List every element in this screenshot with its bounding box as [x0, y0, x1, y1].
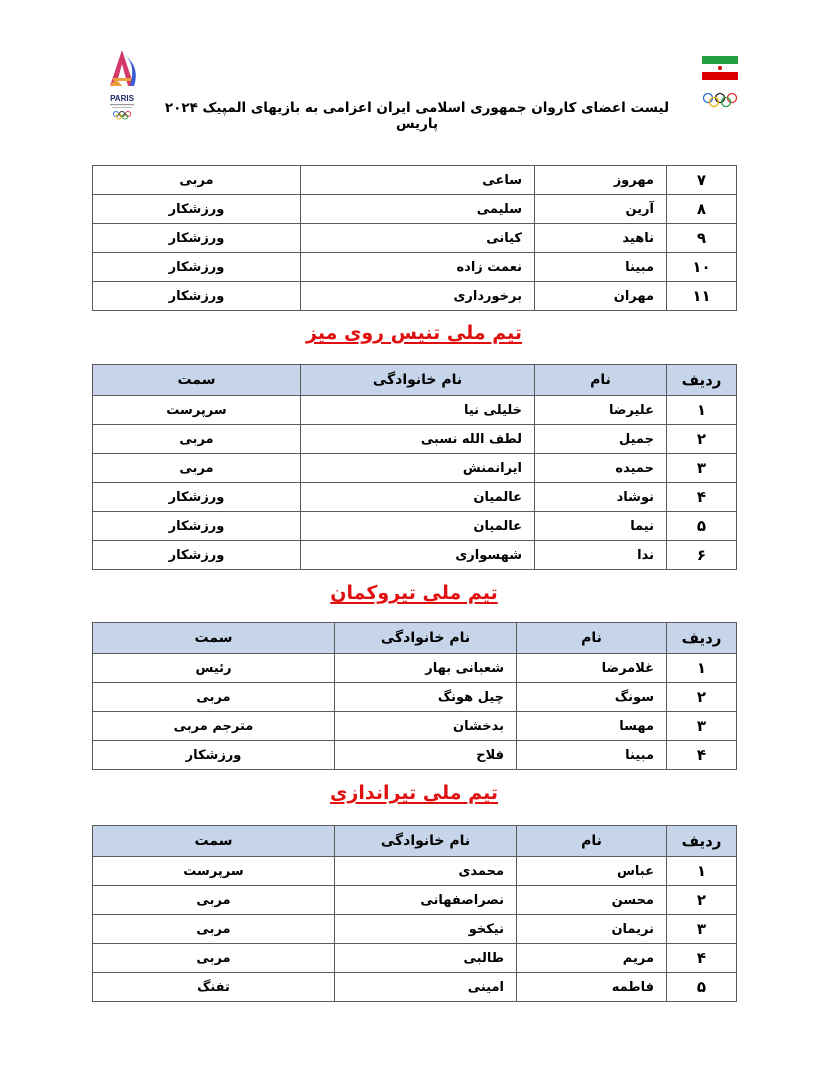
role-cell: مربی — [93, 454, 301, 483]
first-name-cell: فاطمه — [517, 973, 667, 1002]
archery-roster-table — [92, 622, 737, 770]
paris-2024-emblem-icon — [96, 46, 148, 120]
row-number-cell: ۸ — [667, 195, 737, 224]
first-name-cell: عباس — [517, 857, 667, 886]
table-row — [93, 483, 737, 512]
first-name-cell: آرین — [535, 195, 667, 224]
table-row — [93, 282, 737, 311]
last-name-cell: کیانی — [301, 224, 535, 253]
row-number-cell: ۳ — [667, 712, 737, 741]
last-name-cell: ساعی — [301, 166, 535, 195]
row-number-cell: ۵ — [667, 973, 737, 1002]
last-name-cell: محمدی — [335, 857, 517, 886]
role-cell: مربی — [93, 886, 335, 915]
role-cell: ورزشکار — [93, 282, 301, 311]
row-number-cell: ۱۰ — [667, 253, 737, 282]
first-name-cell: مبینا — [517, 741, 667, 770]
row-number-cell: ۴ — [667, 944, 737, 973]
first-name-cell: نوشاد — [535, 483, 667, 512]
row-number-cell: ۲ — [667, 683, 737, 712]
role-cell: تفنگ — [93, 973, 335, 1002]
column-header-num: ردیف — [667, 826, 737, 857]
row-number-cell: ۱ — [667, 857, 737, 886]
role-cell: ورزشکار — [93, 195, 301, 224]
last-name-cell: فلاح — [335, 741, 517, 770]
column-header-last-name: نام خانوادگی — [301, 365, 535, 396]
last-name-cell: چیل هونگ — [335, 683, 517, 712]
first-name-cell: حمیده — [535, 454, 667, 483]
role-cell: ورزشکار — [93, 512, 301, 541]
first-name-cell: مهران — [535, 282, 667, 311]
first-name-cell: مبینا — [535, 253, 667, 282]
row-number-cell: ۱۱ — [667, 282, 737, 311]
row-number-cell: ۳ — [667, 915, 737, 944]
role-cell: سرپرست — [93, 857, 335, 886]
last-name-cell: برخورداری — [301, 282, 535, 311]
first-name-cell: سونگ — [517, 683, 667, 712]
last-name-cell: بدخشان — [335, 712, 517, 741]
table-header-row — [93, 826, 737, 857]
table-row — [93, 654, 737, 683]
table-row — [93, 454, 737, 483]
column-header-first-name: نام — [517, 623, 667, 654]
role-cell: مربی — [93, 944, 335, 973]
table-row — [93, 915, 737, 944]
first-name-cell: مهروز — [535, 166, 667, 195]
row-number-cell: ۷ — [667, 166, 737, 195]
section-title-table-tennis: تیم ملی تنیس روی میز — [306, 322, 522, 344]
table-row — [93, 541, 737, 570]
role-cell: ورزشکار — [93, 483, 301, 512]
first-name-cell: مریم — [517, 944, 667, 973]
continued-roster-table — [92, 165, 737, 311]
row-number-cell: ۲ — [667, 886, 737, 915]
first-name-cell: ناهید — [535, 224, 667, 253]
row-number-cell: ۴ — [667, 483, 737, 512]
last-name-cell: شعبانی بهار — [335, 654, 517, 683]
last-name-cell: نصراصفهانی — [335, 886, 517, 915]
column-header-role: سمت — [93, 623, 335, 654]
last-name-cell: نیکخو — [335, 915, 517, 944]
role-cell: ورزشکار — [93, 741, 335, 770]
paris-2024-logo — [96, 46, 148, 120]
role-cell: ورزشکار — [93, 541, 301, 570]
first-name-cell: جمیل — [535, 425, 667, 454]
last-name-cell: نعمت زاده — [301, 253, 535, 282]
column-header-num: ردیف — [667, 365, 737, 396]
table-row — [93, 886, 737, 915]
table-row — [93, 973, 737, 1002]
table-row — [93, 712, 737, 741]
role-cell: مربی — [93, 166, 301, 195]
column-header-role: سمت — [93, 826, 335, 857]
last-name-cell: طالبی — [335, 944, 517, 973]
role-cell: رئیس — [93, 654, 335, 683]
table-row — [93, 166, 737, 195]
table-row — [93, 512, 737, 541]
section-title-shooting: تیم ملی تیراندازی — [330, 782, 498, 804]
last-name-cell: عالمیان — [301, 483, 535, 512]
role-cell: ورزشکار — [93, 253, 301, 282]
last-name-cell: ایرانمنش — [301, 454, 535, 483]
last-name-cell: سلیمی — [301, 195, 535, 224]
paris-logo-text: PARIS — [110, 94, 134, 103]
section-title-archery: تیم ملی تیروکمان — [330, 582, 498, 604]
table-row — [93, 396, 737, 425]
last-name-cell: امینی — [335, 973, 517, 1002]
column-header-first-name: نام — [535, 365, 667, 396]
role-cell: مربی — [93, 425, 301, 454]
table-row — [93, 683, 737, 712]
table-row — [93, 195, 737, 224]
first-name-cell: غلامرضا — [517, 654, 667, 683]
role-cell: مترجم مربی — [93, 712, 335, 741]
last-name-cell: لطف الله نسبی — [301, 425, 535, 454]
document-title: لیست اعضای کاروان جمهوری اسلامی ایران اعزامی به بازیهای المپیک ۲۰۲۴ پاریس — [164, 100, 670, 132]
column-header-last-name: نام خانوادگی — [335, 826, 517, 857]
first-name-cell: محسن — [517, 886, 667, 915]
table-row — [93, 944, 737, 973]
row-number-cell: ۱ — [667, 654, 737, 683]
table-tennis-roster-table — [92, 364, 737, 570]
row-number-cell: ۲ — [667, 425, 737, 454]
first-name-cell: نیما — [535, 512, 667, 541]
iran-olympic-logo — [699, 54, 743, 112]
role-cell: سرپرست — [93, 396, 301, 425]
row-number-cell: ۳ — [667, 454, 737, 483]
first-name-cell: علیرضا — [535, 396, 667, 425]
column-header-first-name: نام — [517, 826, 667, 857]
table-row — [93, 741, 737, 770]
shooting-roster-table — [92, 825, 737, 1002]
last-name-cell: شهسواری — [301, 541, 535, 570]
role-cell: ورزشکار — [93, 224, 301, 253]
table-row — [93, 253, 737, 282]
table-row — [93, 857, 737, 886]
row-number-cell: ۱ — [667, 396, 737, 425]
role-cell: مربی — [93, 915, 335, 944]
table-row — [93, 425, 737, 454]
row-number-cell: ۹ — [667, 224, 737, 253]
role-cell: مربی — [93, 683, 335, 712]
row-number-cell: ۴ — [667, 741, 737, 770]
table-row — [93, 224, 737, 253]
table-header-row — [93, 623, 737, 654]
first-name-cell: ندا — [535, 541, 667, 570]
first-name-cell: نریمان — [517, 915, 667, 944]
iran-olympic-committee-icon — [699, 54, 743, 112]
row-number-cell: ۵ — [667, 512, 737, 541]
column-header-role: سمت — [93, 365, 301, 396]
first-name-cell: مهسا — [517, 712, 667, 741]
last-name-cell: عالمیان — [301, 512, 535, 541]
table-header-row — [93, 365, 737, 396]
row-number-cell: ۶ — [667, 541, 737, 570]
column-header-num: ردیف — [667, 623, 737, 654]
column-header-last-name: نام خانوادگی — [335, 623, 517, 654]
last-name-cell: خلیلی نیا — [301, 396, 535, 425]
